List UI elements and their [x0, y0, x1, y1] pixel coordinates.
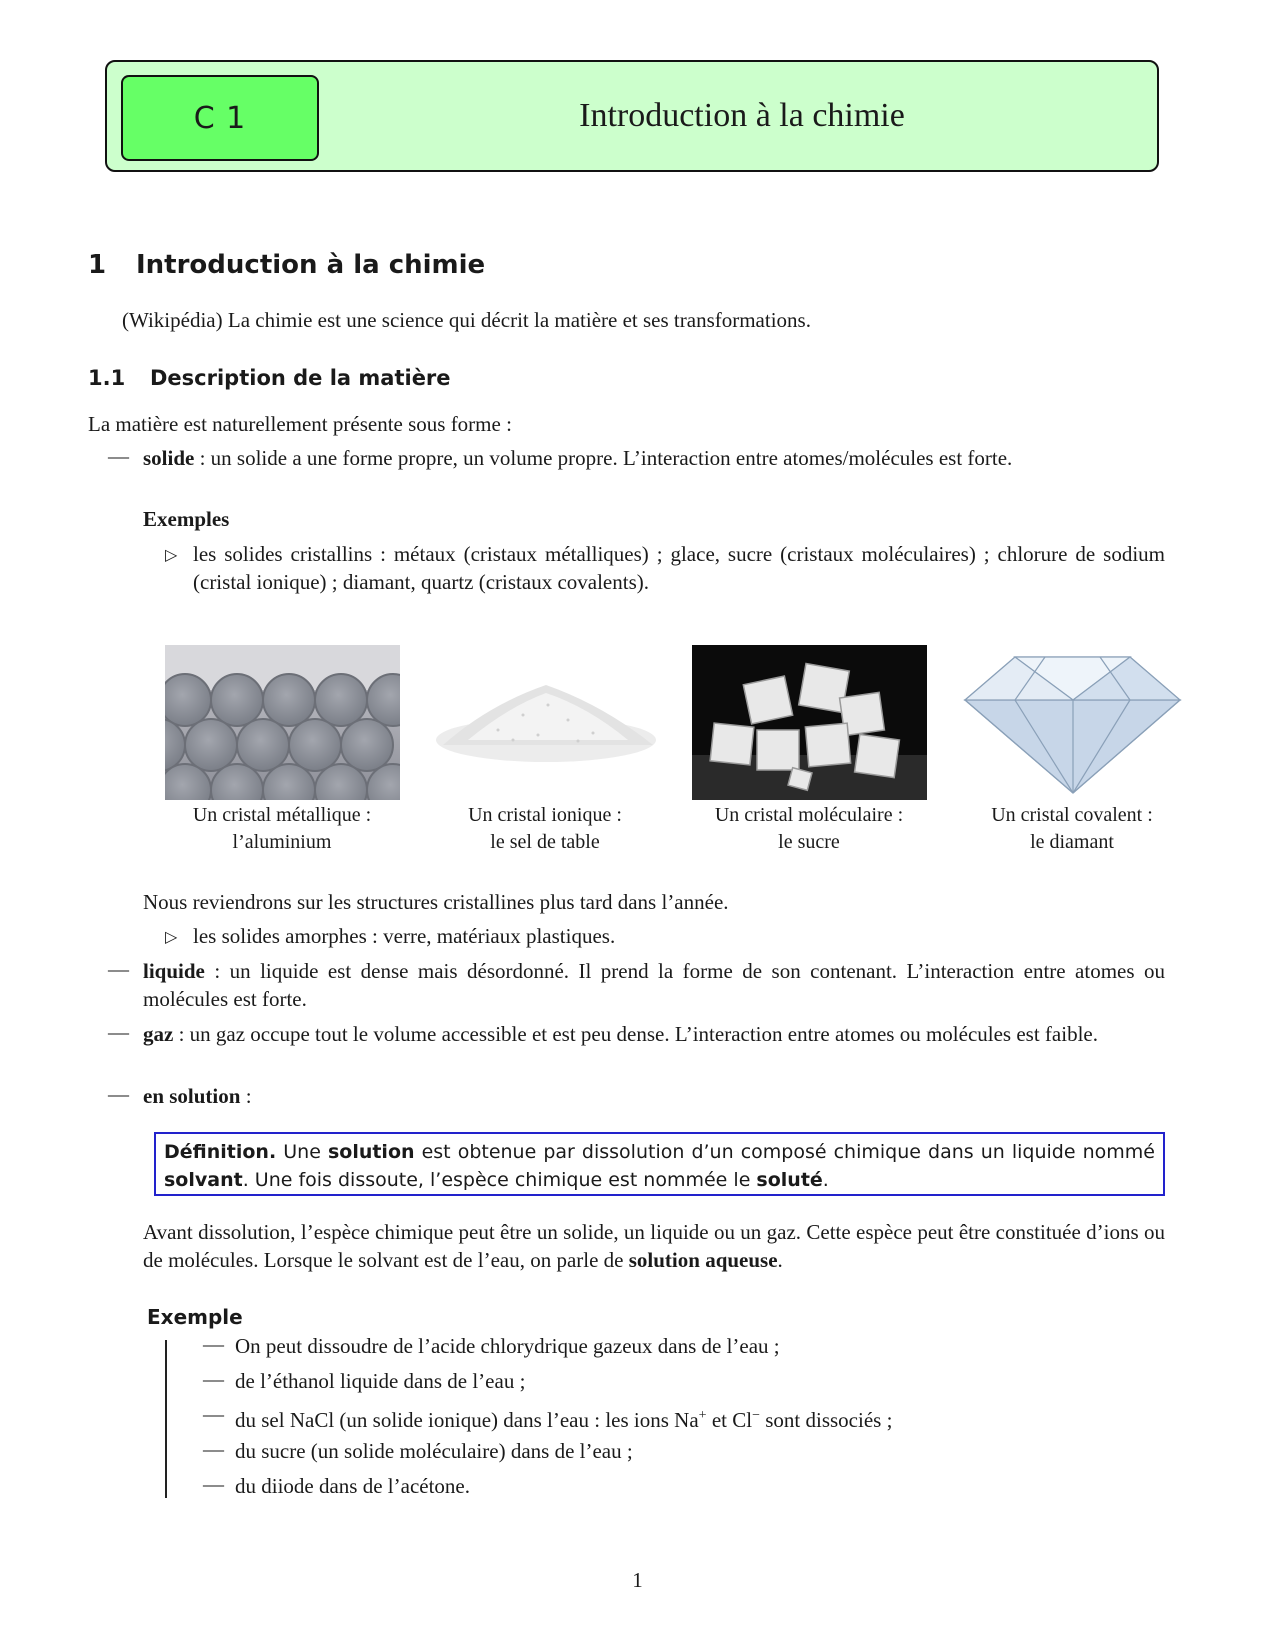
section-intro: (Wikipédia) La chimie est une science qui décrit la matière et ses transformations.	[122, 308, 811, 332]
term-liquide: liquide	[143, 959, 205, 983]
definition-text: . Une fois dissoute, l’espèce chimique est nommée le	[242, 1169, 757, 1191]
page-number: 1	[632, 1568, 643, 1592]
section-title: Introduction à la chimie	[136, 250, 486, 280]
term-solution: en solution	[143, 1084, 241, 1108]
definition-box	[154, 1132, 1165, 1196]
list-dash: —	[108, 957, 129, 981]
list-item-gaz	[143, 1020, 1165, 1048]
section-number: 1	[88, 250, 107, 280]
salt-image	[428, 645, 663, 800]
exemple-item: On peut dissoudre de l’acide chlorydrique gazeux dans de l’eau ;	[235, 1334, 780, 1358]
gaz-description: : un gaz occupe tout le volume accessible et est peu dense. L’interaction entre atomes ou molécules est faible.	[173, 1022, 1098, 1046]
term-gaz: gaz	[143, 1022, 174, 1046]
later-note: Nous reviendrons sur les structures cristallines plus tard dans l’année.	[143, 890, 729, 914]
image-caption	[942, 802, 1202, 856]
exemple-item: du sucre (un solide moléculaire) dans de l’eau ;	[235, 1439, 633, 1463]
definition-term: solution	[327, 1141, 415, 1163]
caption-line: l’aluminium	[232, 831, 332, 853]
image-caption	[152, 802, 412, 856]
list-dash: —	[203, 1332, 224, 1356]
subsection-title: Description de la matière	[150, 366, 451, 390]
exemple-item-text: sont dissociés ;	[759, 1408, 893, 1432]
list-item-solide	[143, 444, 1165, 472]
list-dash: —	[203, 1472, 224, 1496]
after-definition-paragraph	[143, 1218, 1165, 1274]
cl-charge: −	[752, 1408, 760, 1423]
definition-label: Définition.	[164, 1141, 277, 1163]
list-item-solution	[143, 1082, 252, 1110]
exemple-item: de l’éthanol liquide dans de l’eau ;	[235, 1369, 526, 1393]
definition-text: Une	[276, 1141, 328, 1163]
exemple-bar	[165, 1340, 167, 1498]
exemples-title: Exemples	[143, 507, 230, 531]
solution-colon: :	[240, 1084, 252, 1108]
exemple-item-text: et Cl	[706, 1408, 753, 1432]
list-dash: —	[203, 1402, 224, 1426]
exemples-item: les solides cristallins : métaux (cristaux métalliques) ; glace, sucre (cristaux moléculaires) ; chlorure de sodium (cristal ionique) ; diamant, quartz (cristaux covalents).	[193, 542, 1165, 594]
image-caption	[415, 802, 675, 856]
chapter-badge: C 1	[121, 75, 319, 161]
definition-text: .	[822, 1169, 829, 1191]
subsection-number: 1.1	[88, 366, 126, 390]
chapter-title: Introduction à la chimie	[579, 97, 905, 134]
triangle-bullet-icon: ▷	[165, 927, 178, 946]
term-solide: solide	[143, 446, 195, 470]
amorphes-item: les solides amorphes : verre, matériaux plastiques.	[193, 924, 616, 948]
exemple-title: Exemple	[147, 1305, 243, 1329]
paragraph-text: Avant dissolution, l’espèce chimique peut être un solide, un liquide ou un gaz. Cette espèce peut être constituée d’ions ou de molécules. Lorsque le solvant est de l’eau, on parle de	[143, 1220, 1165, 1272]
definition-term: solvant	[164, 1169, 243, 1191]
diamond-image	[955, 645, 1190, 800]
list-item-liquide	[143, 957, 1165, 1013]
caption-line: le sel de table	[490, 831, 600, 853]
matter-lead: La matière est naturellement présente sous forme :	[88, 412, 512, 436]
chapter-header	[105, 60, 1159, 172]
paragraph-end: .	[777, 1248, 783, 1272]
exemple-item-ions	[235, 1402, 892, 1434]
image-caption	[679, 802, 939, 856]
caption-line: Un cristal covalent :	[991, 804, 1153, 826]
exemple-item-text: du sel NaCl (un solide ionique) dans l’eau : les ions Na	[235, 1408, 699, 1432]
na-charge: +	[698, 1408, 707, 1423]
definition-term: soluté	[756, 1169, 823, 1191]
list-dash: —	[108, 444, 129, 468]
caption-line: Un cristal ionique :	[468, 804, 622, 826]
term-solution-aqueuse: solution aqueuse	[628, 1248, 778, 1272]
caption-line: le sucre	[778, 831, 840, 853]
triangle-bullet-icon: ▷	[165, 545, 178, 564]
sugar-image	[692, 645, 927, 800]
caption-line: Un cristal moléculaire :	[714, 804, 904, 826]
list-dash: —	[108, 1082, 129, 1106]
solide-description: : un solide a une forme propre, un volume propre. L’interaction entre atomes/molécules est forte.	[194, 446, 1013, 470]
exemple-item: du diiode dans de l’acétone.	[235, 1474, 470, 1498]
list-dash: —	[203, 1437, 224, 1461]
list-dash: —	[108, 1020, 129, 1044]
section-1-heading	[88, 250, 485, 280]
caption-line: le diamant	[1030, 831, 1114, 853]
aluminium-image	[165, 645, 400, 800]
caption-line: Un cristal métallique :	[192, 804, 372, 826]
liquide-description: : un liquide est dense mais désordonné. Il prend la forme de son contenant. L’interaction entre atomes ou molécules est forte.	[143, 959, 1165, 1011]
list-dash: —	[203, 1367, 224, 1391]
section-1-1-heading	[88, 366, 451, 390]
definition-text: est obtenue par dissolution d’un composé chimique dans un liquide nommé	[414, 1141, 1155, 1163]
